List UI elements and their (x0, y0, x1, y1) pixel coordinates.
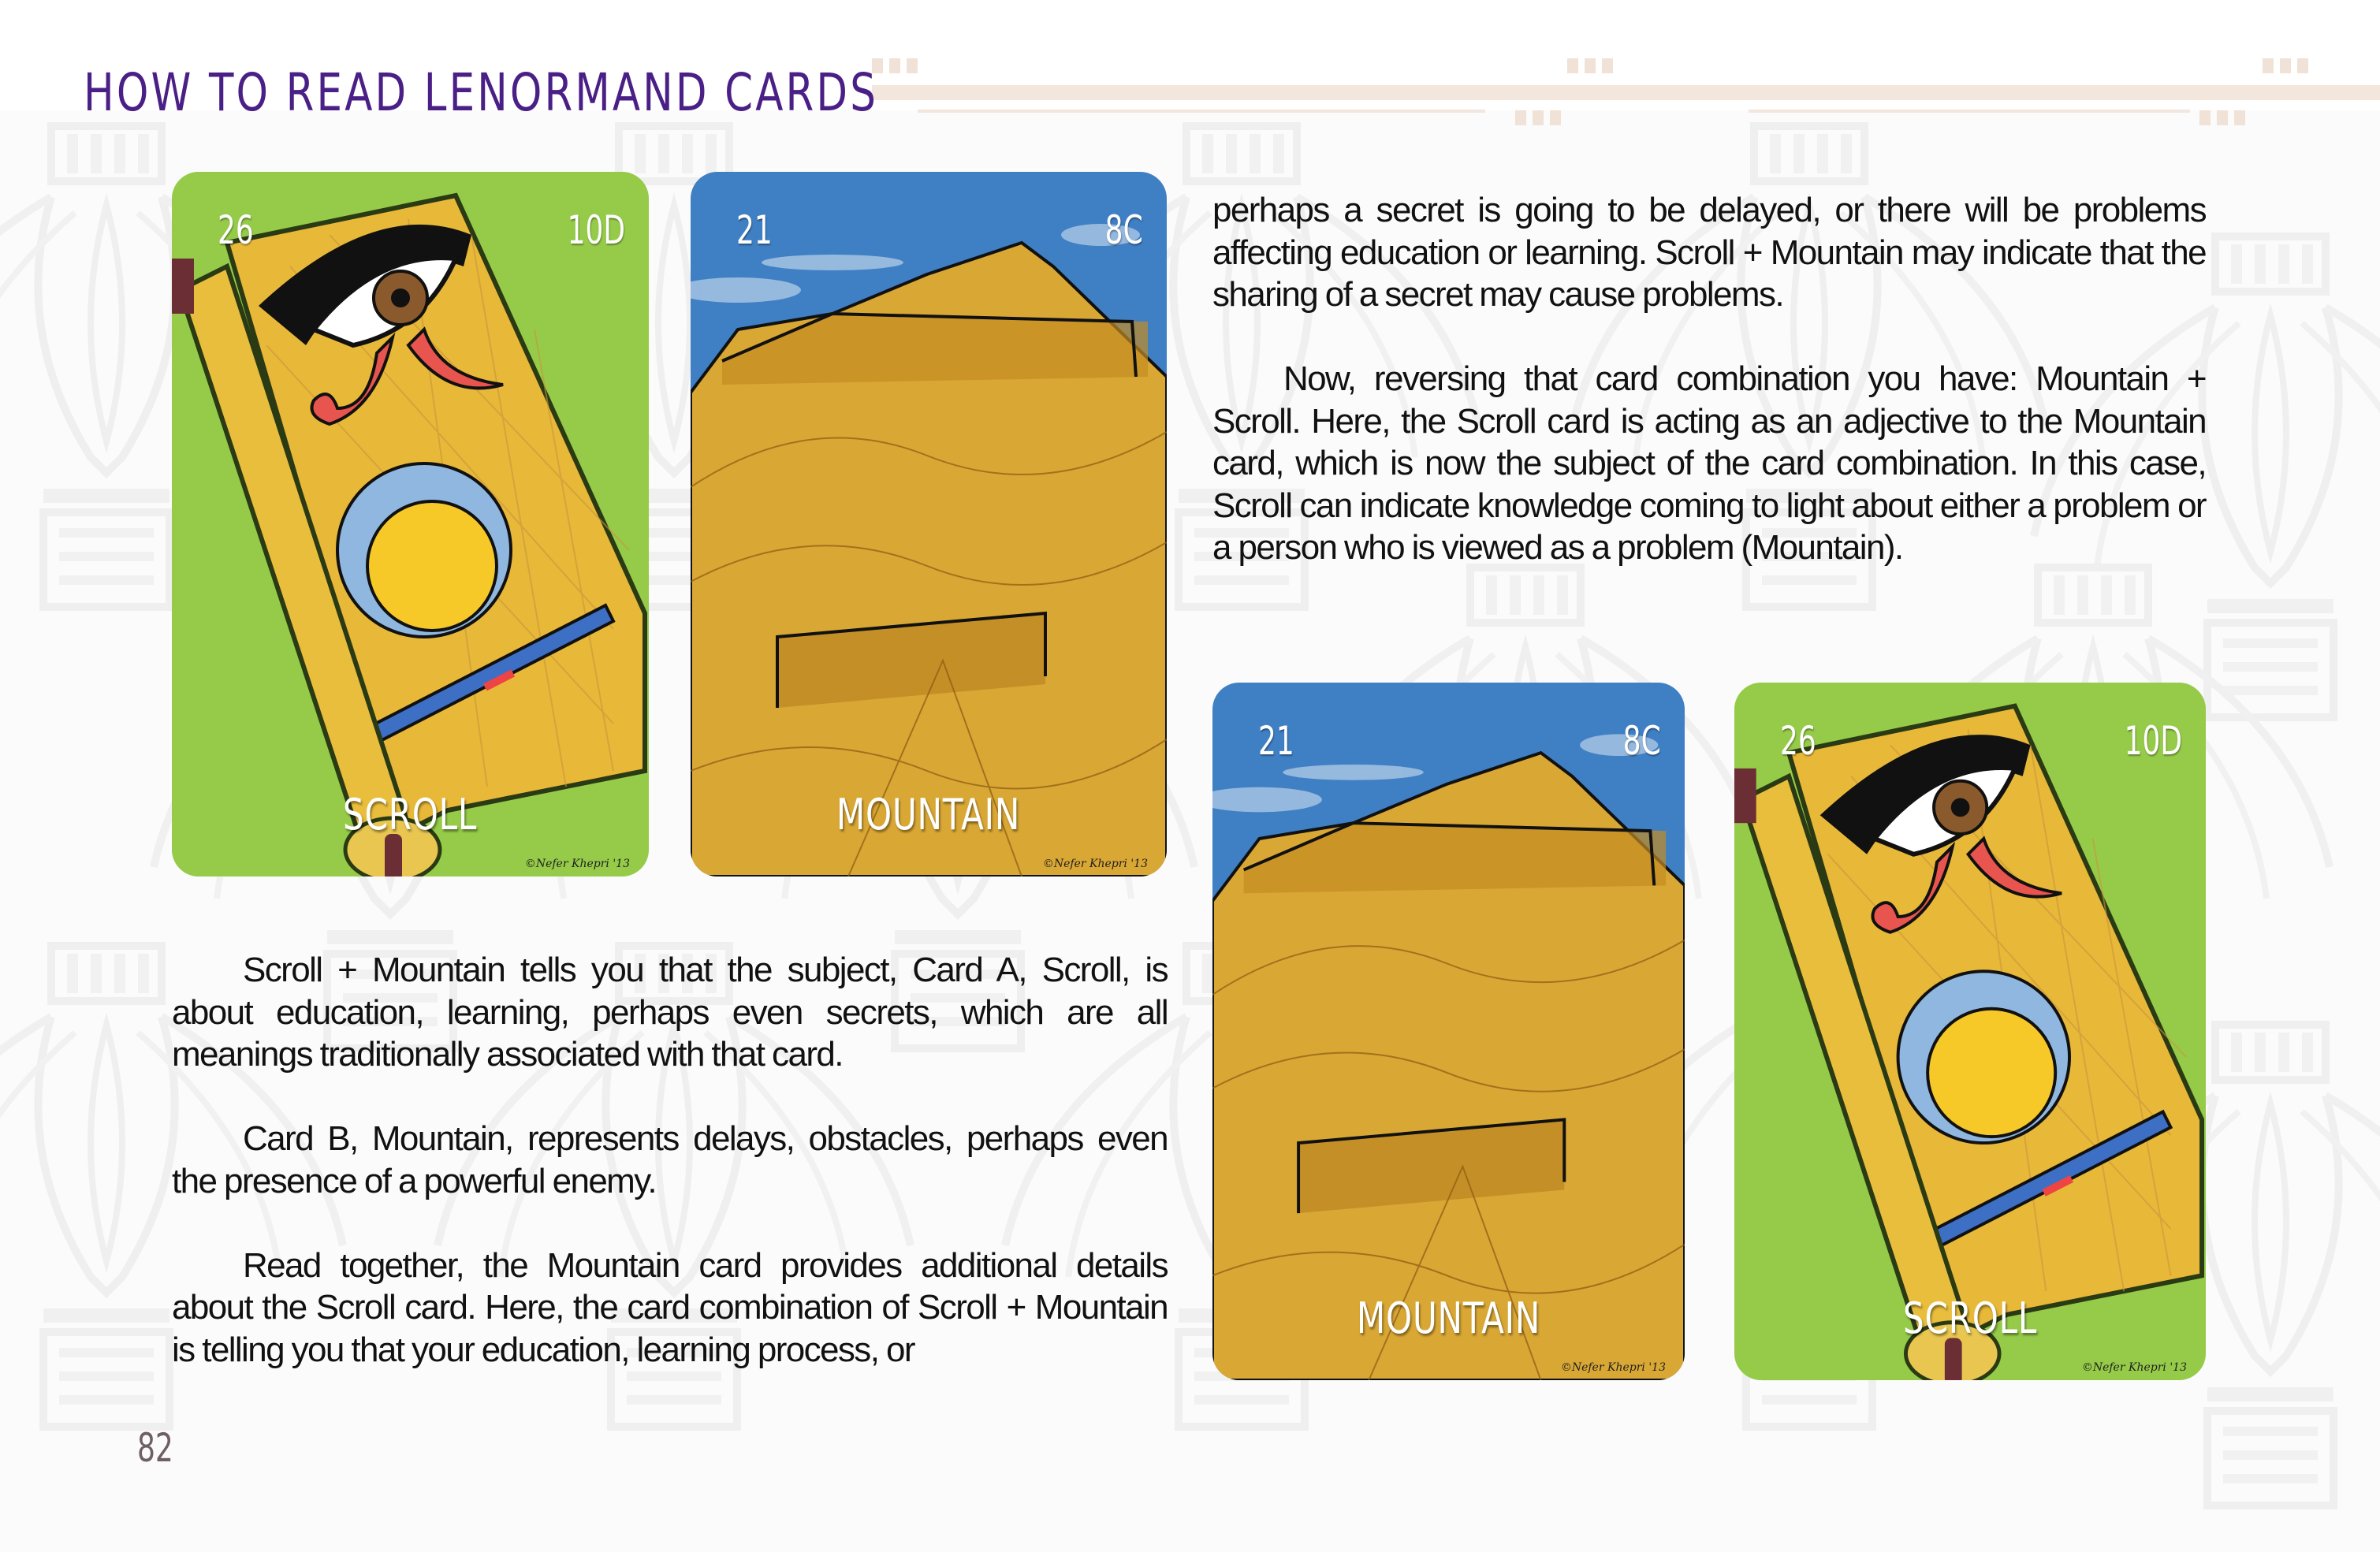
scroll-illustration (1734, 683, 2206, 1380)
card-number: 21 (736, 207, 773, 253)
artist-signature: ©Nefer Khepri '13 (1560, 1361, 1666, 1374)
right-column-text (1212, 189, 2206, 569)
card-scroll-top (172, 172, 649, 876)
card-name: SCROLL (343, 790, 478, 839)
card-mountain-top (691, 172, 1167, 876)
paragraph: Read together, the Mountain card provides additional details about the Scroll card. Here, the card combination of Scroll + Mountain is telling you that your education, learning process, or (172, 1245, 1168, 1369)
header-ornament-blocks (1567, 58, 1613, 73)
mountain-illustration (691, 172, 1167, 876)
card-suit: 8C (1104, 207, 1143, 253)
scroll-illustration (172, 172, 649, 876)
header-ornament-line (918, 110, 1485, 113)
card-number: 21 (1258, 718, 1294, 764)
card-name: MOUNTAIN (836, 790, 1021, 839)
artist-signature: ©Nefer Khepri '13 (2081, 1361, 2187, 1374)
left-column-text (172, 949, 1168, 1371)
header-ornament-blocks (1515, 110, 1561, 125)
paragraph: Now, reversing that card combination you have: Mountain + Scroll. Here, the Scroll card is acting as an adjective to the Mountain card, which is now the subject of the card combination. In this case, Scroll can indicate knowledge coming to light about either a problem or a person who is viewed as a problem (Mountain). (1212, 359, 2206, 567)
card-number: 26 (1780, 718, 1816, 764)
header-ornament-line (1749, 110, 2190, 113)
header-ornament-blocks (872, 58, 918, 73)
card-name: SCROLL (1902, 1293, 2038, 1343)
paragraph: Card B, Mountain, represents delays, obstacles, perhaps even the presence of a powerful enemy. (172, 1119, 1168, 1200)
header-ornament-blocks (2199, 110, 2245, 125)
paragraph: Scroll + Mountain tells you that the subject, Card A, Scroll, is about education, learning, perhaps even secrets, which are all meanings traditionally associated with that card. (172, 951, 1168, 1074)
page-number: 82 (137, 1425, 173, 1471)
card-scroll-bottom (1734, 683, 2206, 1380)
artist-signature: ©Nefer Khepri '13 (524, 858, 630, 870)
card-suit: 10D (2124, 718, 2182, 764)
header-ornament-band (872, 85, 2380, 100)
card-mountain-bottom (1212, 683, 1685, 1380)
card-name: MOUNTAIN (1356, 1293, 1541, 1343)
card-suit: 10D (567, 207, 625, 253)
page-title: HOW TO READ LENORMAND CARDS (84, 62, 878, 123)
mountain-illustration (1212, 683, 1685, 1380)
paragraph: perhaps a secret is going to be delayed, or there will be problems affecting education or learning. Scroll + Mountain may indicate that the sharing of a secret may cause problems. (1212, 191, 2206, 314)
header-ornament-blocks (2263, 58, 2308, 73)
card-suit: 8C (1622, 718, 1661, 764)
card-number: 26 (218, 207, 254, 253)
artist-signature: ©Nefer Khepri '13 (1042, 858, 1148, 870)
